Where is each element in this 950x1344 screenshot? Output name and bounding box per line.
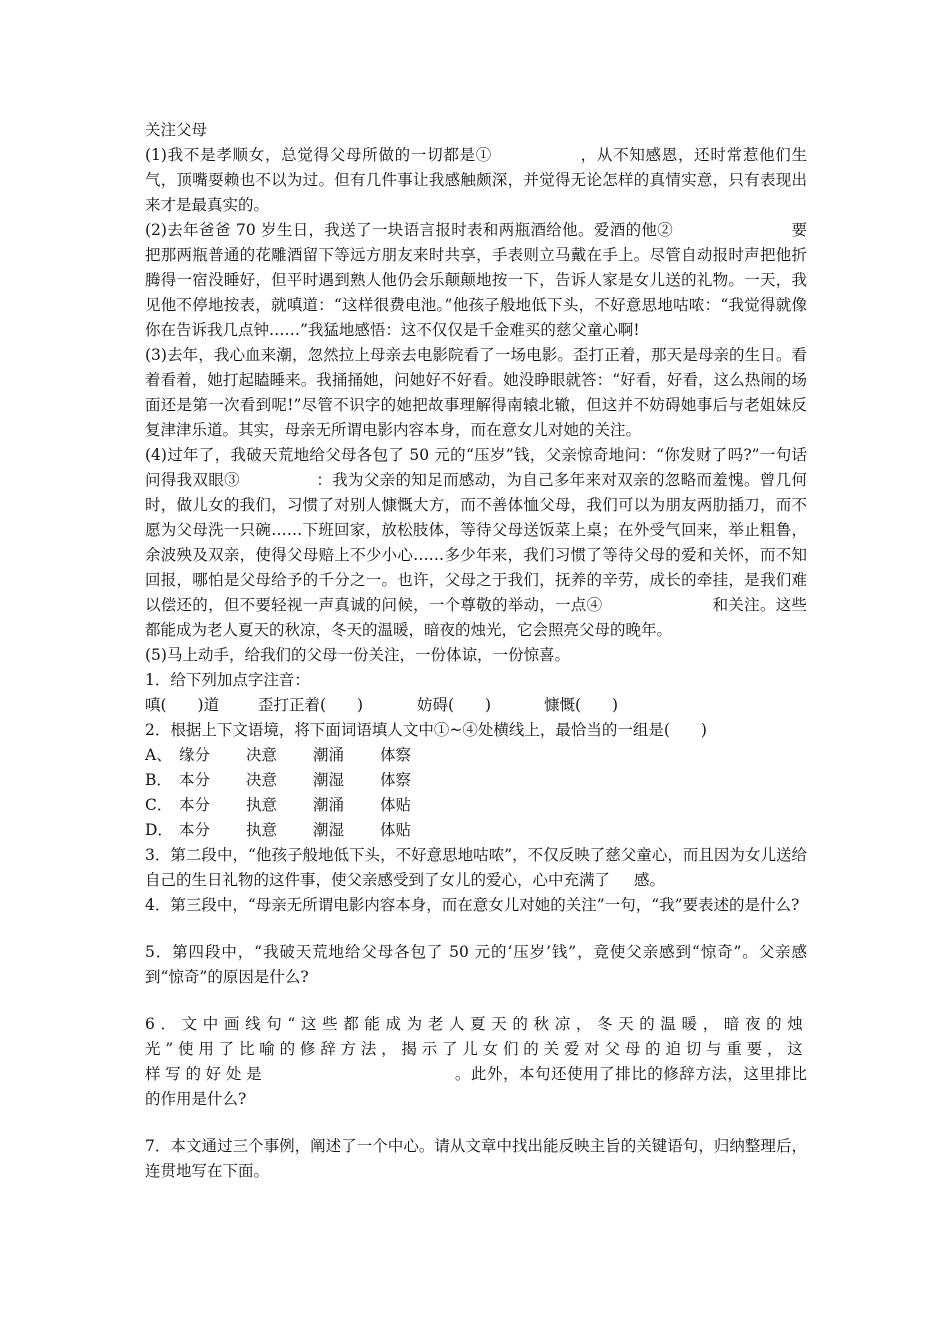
question-6-text-a: 6．文中画线句“这些都能成为老人夏天的秋凉，冬天的温暖，暗夜的烛光”使用了比喻的修辞方法，揭示了儿女们的关爱对父母的迫切与重要，这样写的好处是 <box>145 1015 807 1083</box>
paragraph-1 <box>145 143 807 218</box>
option-word: 本分 <box>179 796 211 814</box>
paragraph-4-text-c: 和关注。这些都能成为老人夏天的秋凉，冬天的温暖，暗夜的烛光，它会照亮父母的晚年。 <box>145 596 807 639</box>
option-word: 体察 <box>380 746 412 764</box>
answer-space <box>145 918 807 940</box>
question-5: 5．第四段中，“我破天荒地给父母各包了 50 元的‘压岁’钱”，竟使父亲感到“惊奇”。父亲感到“惊奇”的原因是什么? <box>145 943 807 986</box>
paragraph-5: (5)马上动手，给我们的父母一份关注，一份体谅，一份惊喜。 <box>145 646 570 664</box>
option-word: 潮涌 <box>313 796 345 814</box>
option-a <box>145 743 807 768</box>
option-label: D． <box>145 821 173 839</box>
option-word: 执意 <box>246 821 278 839</box>
pinyin-item: 妨碍( ) <box>417 696 492 714</box>
option-word: 缘分 <box>179 746 211 764</box>
question-3-text-a: 3．第二段中，“他孩子般地低下头，不好意思地咕哝”，不仅反映了慈父童心，而且因为女儿送给自己的生日礼物的这件事，使父亲感受到了女儿的爱心，心中充满了 <box>145 846 807 889</box>
option-word: 决意 <box>246 746 278 764</box>
option-label: C． <box>145 796 173 814</box>
question-4: 4．第三段中，“母亲无所谓电影内容本身，而在意女儿对她的关注”一句，“我”要表述的是什么? <box>145 896 800 914</box>
option-b <box>145 768 807 793</box>
option-word: 本分 <box>179 771 211 789</box>
paragraph-3: (3)去年，我心血来潮，忽然拉上母亲去电影院看了一场电影。歪打正着，那天是母亲的生日。看着看着，她打起瞌睡来。我捅捅她，问她好不好看。她没睁眼就答：“好看，好看，这么热闹的场面还是第一次看到呢!”尽管不识字的她把故事理解得南辕北辙，但这并不妨碍她事后与老姐妹反复津津乐道。其实，母亲无所谓电影内容本身，而在意女儿对她的关注。 <box>145 346 807 439</box>
option-word: 本分 <box>179 821 211 839</box>
paragraph-4-text-a: (4)过年了，我破天荒地给父母各包了 50 元的“压岁”钱，父亲惊奇地问：“你发财了吗?”一句话问得我双眼③ <box>145 446 807 489</box>
paragraph-1-text-a: (1)我不是孝顺女，总觉得父母所做的一切都是① <box>145 146 492 164</box>
answer-space <box>145 1112 807 1134</box>
paragraph-2 <box>145 218 807 343</box>
option-label: B． <box>145 771 172 789</box>
question-7: 7．本文通过三个事例，阐述了一个中心。请从文章中找出能反映主旨的关键语句，归纳整理后，连贯地写在下面。 <box>145 1137 807 1180</box>
option-label: A、 <box>145 746 172 764</box>
option-word: 决意 <box>246 771 278 789</box>
article-title: 关注父母 <box>145 121 208 139</box>
pinyin-item: 慷慨( ) <box>544 696 619 714</box>
option-c <box>145 793 807 818</box>
question-3-text-b: 感。 <box>634 871 666 889</box>
answer-space <box>145 990 807 1012</box>
paragraph-1-text-b: ，从不知感恩，还时常惹他们生气，顶嘴耍赖也不以为过。但有几件事让我感触颇深，并觉得无论怎样的真情实意，只有表现出来才是最真实的。 <box>145 146 807 214</box>
question-6-text-b: 。此外，本句还使用了排比的修辞方法，这里排比的作用是什么? <box>145 1065 807 1108</box>
pinyin-item: 嗔( )道 <box>145 696 220 714</box>
option-word: 体察 <box>380 771 412 789</box>
question-6 <box>145 1012 807 1112</box>
paragraph-4 <box>145 443 807 643</box>
option-word: 执意 <box>246 796 278 814</box>
question-3 <box>145 843 807 893</box>
question-1: 1．给下列加点字注音： <box>145 671 310 689</box>
question-1-items <box>145 693 807 718</box>
option-word: 体贴 <box>380 796 412 814</box>
question-2: 2．根据上下文语境，将下面词语填人文中①~④处横线上，最恰当的一组是( ) <box>145 721 707 739</box>
option-d <box>145 818 807 843</box>
option-word: 体贴 <box>380 821 412 839</box>
option-word: 潮湿 <box>313 821 345 839</box>
paragraph-2-text-b: 要把那两瓶普通的花雕酒留下等远方朋友来时共享，手表则立马戴在手上。尽管自动报时声把他折腾得一宿没睡好，但平时遇到熟人他仍会乐颠颠地按一下，告诉人家是女儿送的礼物。一天，我见他不停地按表，就嗔道：“这样很费电池。”他孩子般地低下头，不好意思地咕哝：“我觉得就像你在告诉我几点钟……”我猛地感悟：这不仅仅是千金难买的慈父童心啊! <box>145 221 807 339</box>
option-word: 潮涌 <box>313 746 345 764</box>
paragraph-4-text-b: ：我为父亲的知足而感动，为自己多年来对双亲的忽略而羞愧。曾几何时，做儿女的我们，习惯了对别人慷慨大方，而不善体恤父母，我们可以为朋友两肋插刀，而不愿为父母洗一只碗……下班回家，放松肢体，等待父母送饭菜上桌；在外受气回来，举止粗鲁，余波殃及双亲，使得父母赔上不少小心……多少年来，我们习惯了等待父母的爱和关怀，而不知回报，哪怕是父母给予的千分之一。也许，父母之于我们，抚养的辛劳，成长的牵挂，是我们难以偿还的，但不要轻视一声真诚的问候，一个尊敬的举动，一点④ <box>145 471 807 614</box>
paragraph-2-text-a: (2)去年爸爸 70 岁生日，我送了一块语言报时表和两瓶酒给他。爱酒的他② <box>145 221 674 239</box>
pinyin-item: 歪打正着( ) <box>258 696 364 714</box>
document-page <box>145 118 807 1184</box>
option-word: 潮湿 <box>313 771 345 789</box>
